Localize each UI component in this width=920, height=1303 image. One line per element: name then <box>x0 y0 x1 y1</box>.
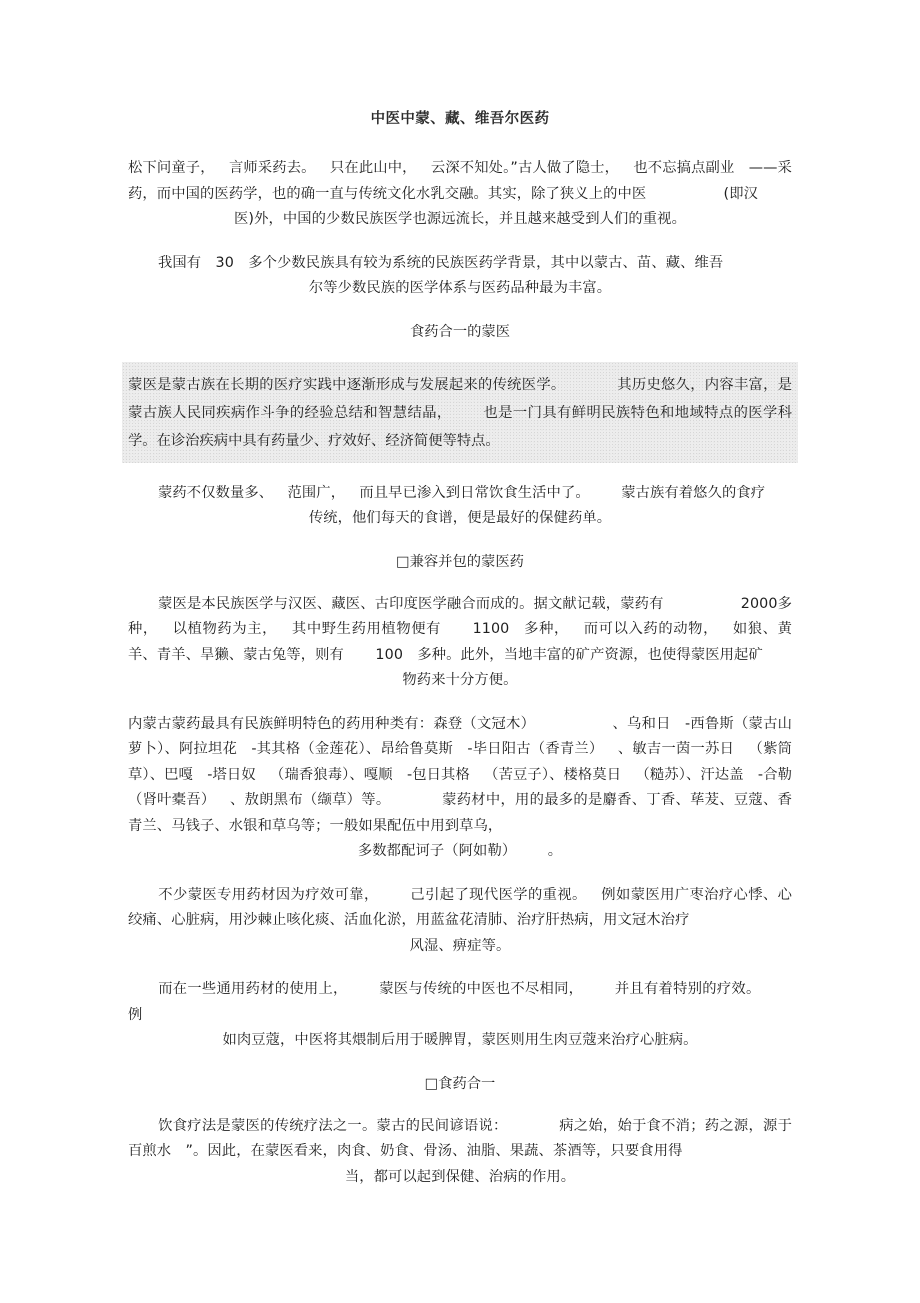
paragraph-food-therapy <box>128 481 792 532</box>
text-run: -其其格（金莲花） <box>251 741 366 757</box>
text-run: （糙 <box>635 766 665 783</box>
text-run: 只在此山中， <box>329 160 417 176</box>
text-run: 其中野生药用植物便有 <box>291 621 442 637</box>
text-run: 多种， <box>523 621 569 637</box>
paragraph-minorities <box>128 251 792 302</box>
text-run: 我国有 <box>158 254 202 271</box>
text-run: 而且早已渗入到日常饮食生活中了。 <box>359 484 590 501</box>
section-heading-2-label: 兼容并包的蒙医药 <box>409 553 524 570</box>
text-run: —— <box>748 160 778 176</box>
paragraph-intro <box>128 156 792 233</box>
missing-glyph-box-icon: □ <box>396 553 410 570</box>
text-run: 多种。此外，当地丰富的矿产资源，也使得蒙医用起矿 <box>417 646 763 663</box>
text-run: 多种， <box>128 595 792 637</box>
text-run: 云深不知处。 <box>430 160 511 176</box>
text-run: 也是一门具有鲜明民族特色和地域特点 <box>483 404 734 421</box>
text-run: 也不忘搞点副业 <box>633 160 735 176</box>
paragraph-diet-therapy <box>128 1114 792 1191</box>
text-run: 饮食疗法是蒙医的传统疗法之一。蒙古的民间谚语说： <box>158 1117 508 1134</box>
text-run: 言师采药去。 <box>228 160 316 176</box>
text-run: 医)外，中国的少数民族医学也源远流长，并且越来越受到人们的重视。 <box>234 211 686 227</box>
page-title: 中医中蒙、藏、维吾尔医药 <box>370 111 550 127</box>
text-run: -包日其格 <box>406 766 470 783</box>
text-run: 并且有着特别的疗效。 <box>614 981 761 997</box>
paragraph-fusion <box>128 592 792 694</box>
text-run: （瑞香狼毒） <box>270 766 350 783</box>
text-run: ”古人做了隐士， <box>510 160 620 176</box>
text-run: （紫筒草） <box>128 741 792 783</box>
text-run: 当，都可以起到保健、治病的作用。 <box>344 1168 576 1185</box>
text-run: 、昂给鲁莫斯 <box>365 741 454 757</box>
text-run: 古山萝卜） <box>128 715 792 757</box>
text-run: 、巴嘎 <box>149 766 193 783</box>
text-run: 其历史悠久，内容丰富， <box>617 376 778 393</box>
section-heading-1: 食药合一的蒙医 <box>409 323 511 340</box>
text-run: （苦豆子） <box>484 766 550 783</box>
text-run: 己引起了现代医学的重视。 <box>410 886 587 903</box>
section-heading-3-label: 食药合一 <box>438 1075 496 1092</box>
paragraph-medicinal-species-list <box>128 712 792 865</box>
text-run: 香、丁香、荜茇、豆蔻、香青兰、马钱子、水银和草乌等；一般如果配伍中用到草乌， <box>128 792 792 834</box>
text-run: 多数都配诃子（阿如勒） <box>357 843 517 859</box>
text-run: 不少蒙医专用药材因为疗效可靠， <box>158 886 379 903</box>
text-run: 苏）、汗达盖 <box>664 766 744 783</box>
number-30: 30 <box>215 254 234 271</box>
text-run: 而可以入药的动物， <box>583 621 719 637</box>
text-run: ”。因此，在蒙医看来，肉食、奶食、骨汤、油脂、果蔬、茶酒等，只要食用得 <box>185 1143 683 1159</box>
section-heading-3 <box>128 1072 792 1097</box>
text-run: 物药来十分方便。 <box>402 672 518 688</box>
text-run: -西鲁斯（蒙 <box>684 715 764 732</box>
text-run: 蒙医是本民族医学与汉医、藏医、古印度医学融合而成的。据文献记载，蒙药有 <box>158 595 664 612</box>
text-run: 病之始，始于食不消；药之源， <box>559 1117 764 1134</box>
text-run: 例如蒙医用广枣治疗心悸、 <box>601 886 778 903</box>
paragraph-common-herbs <box>128 977 792 1054</box>
missing-glyph-box-icon: □ <box>424 1075 439 1092</box>
text-run: 蒙药材中，用的最多的是麝 <box>441 792 618 808</box>
paragraph-modern-medicine <box>128 883 792 960</box>
text-run: 风湿、痹症等。 <box>409 937 511 954</box>
text-run: 蒙古族有着悠久的食疗 <box>621 484 766 501</box>
text-run: -合勒（肾叶橐吾） <box>128 766 793 808</box>
text-run: (即汉 <box>723 185 758 202</box>
text-run: 而在一些通用药材的使用上， <box>158 981 348 997</box>
text-run-last <box>128 839 792 865</box>
text-run: -塔日奴 <box>207 766 256 783</box>
text-run: 青羊、旱獭、蒙古兔等，则有 <box>156 646 344 663</box>
text-run: 如狼、黄羊、 <box>128 621 793 663</box>
text-run: 尔等少数民族的医学体系与医药品种最为丰富。 <box>308 280 612 296</box>
text-run: 范围广， <box>287 484 346 501</box>
text-run: 例 <box>128 1006 143 1023</box>
text-run: 。 <box>547 843 563 859</box>
text-run: 是蒙古族人民同疾病作斗争的经验总结和智慧结晶， <box>128 376 793 421</box>
text-run: 、嘎顺 <box>349 766 393 783</box>
text-run: 传统，他们每天的食谱，便是最好的保健药单。 <box>308 510 612 526</box>
text-run: 、敖朗黑布（缬草）等。 <box>229 792 391 808</box>
text-run: -毕日阳古（香青兰） <box>467 741 604 757</box>
text-run: 的医学科学。在诊治疾病中具有药量少、疗效好、经济简便等特点。 <box>128 404 793 449</box>
number-2000: 2000 <box>740 595 778 612</box>
text-run: 蒙药不仅数量多、 <box>158 484 274 501</box>
section-heading-2 <box>128 550 792 575</box>
text-run: 心绞痛、心脏病，用沙棘止咳化痰、活血化淤，用蓝盆花清肺、治疗肝热病，用文冠木治疗 <box>128 886 793 928</box>
text-run: 蒙医与传统的中医也不尽相同， <box>379 981 584 997</box>
text-run: 以植物药为主， <box>172 621 278 637</box>
text-run: 采药，而中国的医药学，也的确一直与传统文化水乳交融。其实，除了狭义上的中医 <box>128 160 792 202</box>
text-run: 、乌和日 <box>612 715 671 732</box>
text-run: 、敏吉一茵 <box>617 741 691 757</box>
text-run: 一苏日 <box>690 741 735 757</box>
text-run: 、阿拉坦花 <box>164 741 238 757</box>
text-run: 如肉豆蔻，中医将其煨制后用于暖脾胃，蒙医则用生肉豆蔻来治疗心脏病。 <box>222 1032 698 1048</box>
text-run: 、楼格莫日 <box>549 766 622 783</box>
text-run: 多个少数民族具有较为系统的民族医药学背景，其中以蒙古、苗、藏、维吾 <box>248 254 724 271</box>
text-run: 松下问童子， <box>128 160 215 176</box>
text-run: 蒙医是蒙古族在长期的医疗实践中逐渐形成与发展起来的传统医学。 <box>128 376 566 393</box>
text-run: 源于百煎水 <box>128 1117 792 1159</box>
number-100: 100 <box>375 646 404 663</box>
number-1100: 1100 <box>472 621 510 637</box>
highlighted-paragraph-block <box>122 362 798 463</box>
text-run: 内蒙古蒙药最具有民族鲜明特色的药用种类有：森登（文冠木） <box>128 715 536 732</box>
